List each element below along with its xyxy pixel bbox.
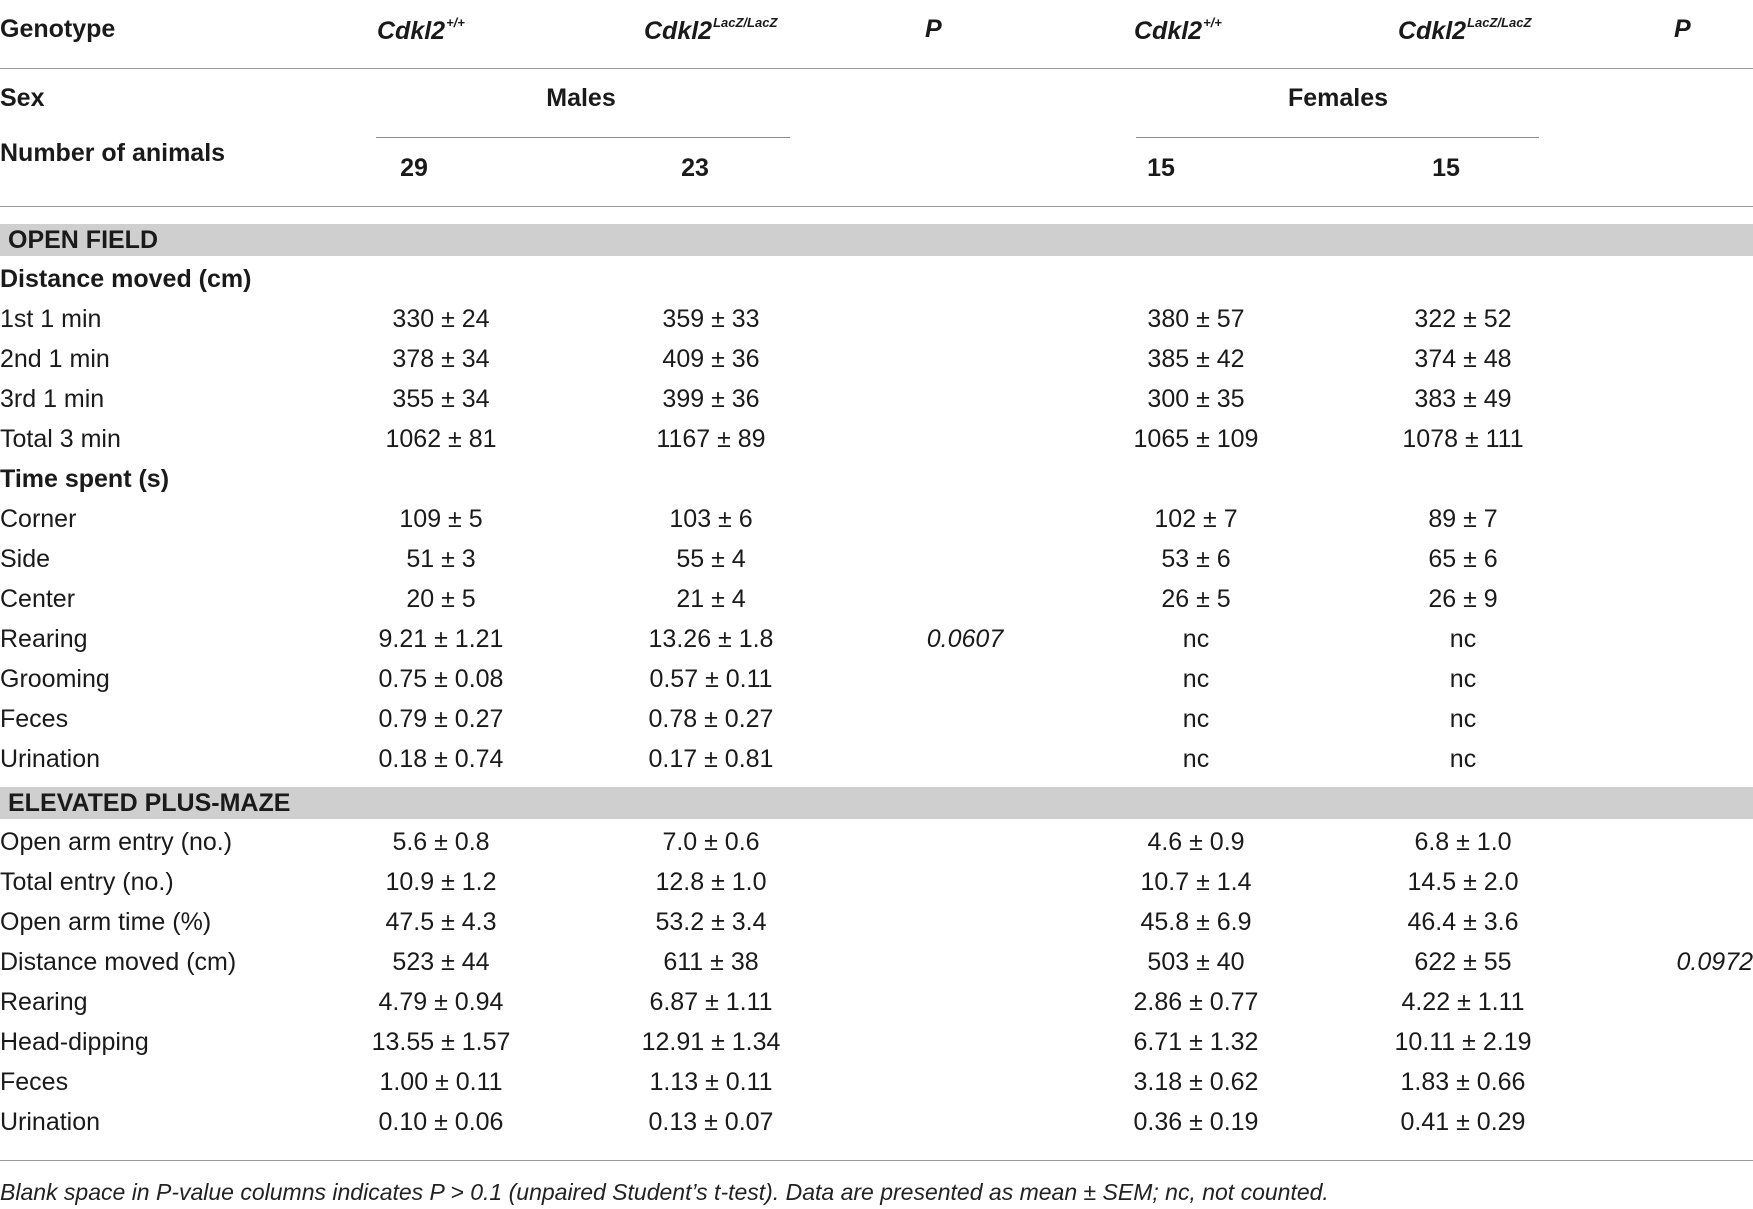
cell-f-wt: nc: [1182, 745, 1210, 773]
table-row: [0, 660, 1753, 700]
table-row: [0, 1103, 1753, 1143]
cell-m-ko: 359 ± 33: [662, 305, 760, 333]
cell-f-wt: 6.71 ± 1.32: [1133, 1028, 1259, 1056]
section-title: ELEVATED PLUS-MAZE: [8, 789, 291, 817]
table-row: [0, 300, 1753, 340]
cell-f-ko: 374 ± 48: [1414, 345, 1512, 373]
cell-f-ko: 1.83 ± 0.66: [1400, 1068, 1526, 1096]
cell-f-wt: 26 ± 5: [1161, 585, 1231, 613]
table-row: [0, 740, 1753, 780]
cell-m-wt: 0.18 ± 0.74: [378, 745, 504, 773]
cell-f-wt: 45.8 ± 6.9: [1140, 908, 1252, 936]
male-ko-genotype-header: $Cdkl2^{LacZ/LacZ}$: [644, 15, 778, 45]
cell-f-ko: 322 ± 52: [1414, 305, 1512, 333]
row-label: Feces: [0, 705, 69, 733]
cell-m-ko: 55 ± 4: [676, 545, 746, 573]
cell-f-ko: nc: [1449, 745, 1477, 773]
females-header: Females: [1287, 84, 1389, 112]
cell-m-ko: 53.2 ± 3.4: [655, 908, 767, 936]
cell-m-ko: 7.0 ± 0.6: [662, 828, 760, 856]
cell-m-ko: 103 ± 6: [669, 505, 753, 533]
cell-f-ko: 89 ± 7: [1428, 505, 1498, 533]
cell-f-ko: 4.22 ± 1.11: [1401, 988, 1525, 1016]
row-label: Rearing: [0, 988, 88, 1016]
table-row: [0, 540, 1753, 580]
cell-m-ko: 0.57 ± 0.11: [649, 665, 773, 693]
bottom-rule: [0, 1160, 1753, 1161]
female-p-header: P: [1674, 15, 1691, 43]
table-footnote: Blank space in P-value columns indicates P > 0.1 (unpaired Student’s t-test). Data are presented as mean ± SEM; nc, not counted.: [0, 1179, 1329, 1205]
row-label: Corner: [0, 505, 77, 533]
row-label: Urination: [0, 745, 101, 773]
cell-f-wt: 10.7 ± 1.4: [1140, 868, 1252, 896]
cell-f-ko: 0.41 ± 0.29: [1400, 1108, 1526, 1136]
row-label: Open arm entry (no.): [0, 828, 233, 856]
cell-m-wt: 0.79 ± 0.27: [378, 705, 504, 733]
cell-f-ko: 26 ± 9: [1428, 585, 1498, 613]
cell-m-wt: 1062 ± 81: [385, 425, 497, 453]
sex-label: Sex: [0, 84, 45, 112]
cell-m-wt: 4.79 ± 0.94: [378, 988, 504, 1016]
row-label: Rearing: [0, 625, 88, 653]
table-row: [0, 380, 1753, 420]
row-label: Total 3 min: [0, 425, 121, 453]
cell-m-wt: 47.5 ± 4.3: [385, 908, 497, 936]
row-label: Urination: [0, 1108, 101, 1136]
cell-f-ko: nc: [1449, 665, 1477, 693]
male-wt-genotype-header: Cdkl2+/+: [377, 15, 465, 45]
cell-m-wt: 0.10 ± 0.06: [378, 1108, 504, 1136]
table-row: [0, 1023, 1753, 1063]
header-bottom-rule: [0, 206, 1753, 207]
cell-m-wt: 1.00 ± 0.11: [379, 1068, 503, 1096]
cell-m-wt: 9.21 ± 1.21: [378, 625, 504, 653]
group-heading: Time spent (s): [0, 465, 170, 493]
table-row: [0, 1063, 1753, 1103]
section-band: [0, 224, 1753, 256]
cell-f-ko: nc: [1449, 705, 1477, 733]
table-row: [0, 903, 1753, 943]
row-label: Distance moved (cm): [0, 948, 237, 976]
female-ko-genotype-header: $Cdkl2^{LacZ/LacZ}$: [1398, 15, 1532, 45]
cell-f-wt: 380 ± 57: [1147, 305, 1245, 333]
cell-f-wt: 102 ± 7: [1154, 505, 1238, 533]
table-row: [0, 983, 1753, 1023]
cell-f-wt: 3.18 ± 0.62: [1133, 1068, 1259, 1096]
cell-f-wt: 1065 ± 109: [1133, 425, 1259, 453]
cell-f-wt: nc: [1182, 665, 1210, 693]
cell-f-wt: 385 ± 42: [1147, 345, 1245, 373]
cell-f-wt: 300 ± 35: [1147, 385, 1245, 413]
male-wt-count: 29: [400, 154, 428, 182]
females-span-rule: [1136, 137, 1539, 138]
cell-f-ko: 6.8 ± 1.0: [1414, 828, 1512, 856]
cell-m-wt: 355 ± 34: [392, 385, 490, 413]
cell-m-wt: 523 ± 44: [392, 948, 490, 976]
genotype-header: Genotype: [0, 15, 116, 43]
cell-m-wt: 109 ± 5: [399, 505, 483, 533]
cell-m-ko: 0.17 ± 0.81: [648, 745, 774, 773]
group-heading-row: [0, 260, 1753, 300]
animal-count-label: Number of animals: [0, 139, 226, 167]
cell-f-wt: 0.36 ± 0.19: [1133, 1108, 1259, 1136]
males-span-rule: [376, 137, 790, 138]
cell-m-ko: 399 ± 36: [662, 385, 760, 413]
row-label: Side: [0, 545, 51, 573]
row-label: 1st 1 min: [0, 305, 102, 333]
female-wt-count: 15: [1147, 154, 1175, 182]
cell-m-wt: 13.55 ± 1.57: [371, 1028, 511, 1056]
cell-m-wt: 330 ± 24: [392, 305, 490, 333]
cell-f-ko: nc: [1449, 625, 1477, 653]
table-row: [0, 620, 1753, 660]
cell-f-wt: nc: [1182, 705, 1210, 733]
cell-f-wt: nc: [1182, 625, 1210, 653]
row-label: Head-dipping: [0, 1028, 149, 1056]
group-heading: Distance moved (cm): [0, 265, 252, 293]
cell-m-ko: 611 ± 38: [663, 948, 759, 976]
table-row: [0, 340, 1753, 380]
male-ko-count: 23: [681, 154, 709, 182]
cell-m-ko: 12.8 ± 1.0: [655, 868, 767, 896]
cell-m-ko: 6.87 ± 1.11: [649, 988, 773, 1016]
male-p-header: P: [925, 15, 942, 43]
female-wt-genotype-header: Cdkl2+/+: [1134, 15, 1222, 45]
cell-m-ko: 21 ± 4: [676, 585, 746, 613]
row-label: 2nd 1 min: [0, 345, 110, 373]
table-row: [0, 863, 1753, 903]
cell-f-wt: 503 ± 40: [1147, 948, 1245, 976]
cell-m-wt: 0.75 ± 0.08: [378, 665, 504, 693]
cell-f-ko: 383 ± 49: [1414, 385, 1512, 413]
row-label: Total entry (no.): [0, 868, 174, 896]
table-row: [0, 700, 1753, 740]
cell-m-p: 0.0607: [926, 625, 1004, 653]
row-label: Grooming: [0, 665, 110, 693]
cell-f-wt: 53 ± 6: [1161, 545, 1231, 573]
cell-m-wt: 378 ± 34: [392, 345, 490, 373]
female-ko-count: 15: [1432, 154, 1460, 182]
row-label: Center: [0, 585, 76, 613]
table-row: [0, 420, 1753, 460]
cell-m-ko: 1.13 ± 0.11: [649, 1068, 773, 1096]
cell-f-wt: 2.86 ± 0.77: [1133, 988, 1259, 1016]
cell-m-ko: 409 ± 36: [662, 345, 760, 373]
cell-f-ko: 65 ± 6: [1428, 545, 1498, 573]
cell-f-ko: 622 ± 55: [1414, 948, 1512, 976]
cell-f-p: 0.0972: [1676, 948, 1753, 976]
cell-m-wt: 10.9 ± 1.2: [385, 868, 497, 896]
cell-m-wt: 20 ± 5: [406, 585, 476, 613]
cell-f-ko: 1078 ± 111: [1402, 425, 1524, 453]
table-row: [0, 823, 1753, 863]
row-label: 3rd 1 min: [0, 385, 105, 413]
top-rule: [0, 68, 1753, 69]
cell-f-ko: 14.5 ± 2.0: [1407, 868, 1519, 896]
cell-f-ko: 10.11 ± 2.19: [1394, 1028, 1532, 1056]
section-title: OPEN FIELD: [8, 226, 159, 254]
row-label: Open arm time (%): [0, 908, 212, 936]
table-row: [0, 580, 1753, 620]
cell-m-ko: 0.78 ± 0.27: [648, 705, 774, 733]
table-row: [0, 943, 1753, 983]
cell-f-ko: 46.4 ± 3.6: [1407, 908, 1519, 936]
cell-f-wt: 4.6 ± 0.9: [1147, 828, 1245, 856]
table-row: [0, 500, 1753, 540]
row-label: Feces: [0, 1068, 69, 1096]
males-header: Males: [546, 84, 616, 112]
group-heading-row: [0, 460, 1753, 500]
section-band: [0, 787, 1753, 819]
cell-m-ko: 12.91 ± 1.34: [641, 1028, 781, 1056]
cell-m-ko: 0.13 ± 0.07: [648, 1108, 774, 1136]
cell-m-wt: 5.6 ± 0.8: [392, 828, 490, 856]
cell-m-ko: 1167 ± 89: [656, 425, 766, 453]
cell-m-ko: 13.26 ± 1.8: [648, 625, 774, 653]
cell-m-wt: 51 ± 3: [406, 545, 476, 573]
